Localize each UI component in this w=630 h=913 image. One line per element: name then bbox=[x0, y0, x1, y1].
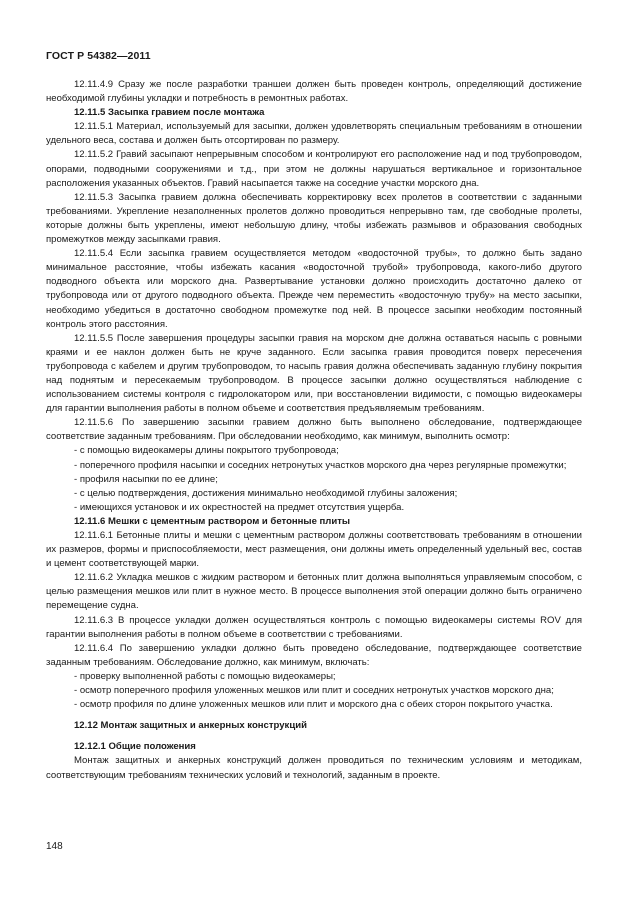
section-heading: 12.12 Монтаж защитных и анкерных конструкций bbox=[74, 720, 307, 732]
document-header: ГОСТ Р 54382—2011 bbox=[46, 50, 151, 62]
paragraph: - поперечного профиля насыпки и соседних нетронутых участков морского дна через регулярные промежутки; bbox=[74, 459, 567, 471]
paragraph: - проверку выполненной работы с помощью видеокамеры; bbox=[74, 670, 336, 682]
paragraph: - с помощью видеокамеры длины покрытого трубопровода; bbox=[74, 445, 339, 457]
paragraph: 12.11.5.2 Гравий засыпают непрерывным способом и контролируют его расположение над и под трубопроводом, опорами, подводными сооружениями и т.д., при этом не должны нарушаться вертикальное и горизонтальное расположения указанных объектов. Гравий насыпается также на соседние участки морского дна. bbox=[46, 149, 582, 189]
paragraph: - имеющихся установок и их окрестностей на предмет отсутствия ущерба. bbox=[74, 501, 405, 513]
paragraph: - осмотр поперечного профиля уложенных мешков или плит и соседних нетронутых участков морского дна; bbox=[74, 685, 554, 697]
paragraph: - осмотр профиля по длине уложенных мешков или плит и морского дна с обеих сторон покрытого участка. bbox=[74, 699, 553, 711]
paragraph: Монтаж защитных и анкерных конструкций должен проводиться по техническим условиям и методикам, соответствующим требованиям технических условий и технологий, заданным в проекте. bbox=[46, 755, 582, 781]
paragraph: 12.11.5.3 Засыпка гравием должна обеспечивать корректировку всех пролетов в соответствии с заданными требованиями. Укрепление незаполненных пролетов должно проводиться непрерывно там, где свободные пролеты, которые должны быть укреплены, имеют небольшую длину, чтобы избежать размывов и образования свободных промежутков между засыпками гравия. bbox=[46, 191, 582, 246]
paragraph: - профиля насыпки по ее длине; bbox=[74, 473, 218, 485]
page-number: 148 bbox=[46, 841, 63, 852]
paragraph: - с целью подтверждения, достижения минимально необходимой глубины заложения; bbox=[74, 487, 458, 499]
paragraph: 12.11.5.5 После завершения процедуры засыпки гравия на морском дне должна оставаться насыпь с ровными краями и ее наклон должен быть не круче заданного. Если засыпка гравия проводится поверх пересечения трубопровода с кабелем и другим трубопроводом, то насыпь гравия должна обеспечивать заданную глубину покрытия над поднятым и пересекаемым трубопроводом. В процессе засыпки должно осуществляться наблюдение с использованием системы контроля с гидролокатором или, при восстановлении видимости, с помощью видеокамеры для гарантии выполнения работы в полном объеме и соответствия предъявляемым требованиям. bbox=[46, 332, 582, 415]
section-heading: 12.11.6 Мешки с цементным раствором и бетонные плиты bbox=[74, 515, 351, 527]
document-body bbox=[46, 78, 582, 783]
paragraph: 12.11.5.4 Если засыпка гравием осуществляется методом «водосточной трубы», то должно быть задано минимальное расстояние, чтобы избежать касания «водосточной трубой» трубопровода, какого-либо другого подводного объекта или морского дна. Развертывание установки должно происходить достаточно далеко от трубопровода или от другого подводного объекта. Прежде чем переместить «водосточную трубу» на место засыпки, необходимо убедиться в достаточно свободном промежутке под ней. В процессе засыпки необходим постоянный контроль этого расстояния. bbox=[46, 248, 582, 330]
section-heading: 12.12.1 Общие положения bbox=[74, 741, 196, 753]
paragraph: 12.11.5.6 По завершению засыпки гравием должно быть выполнено обследование, подтверждающее соответствие заданным требованиям. При обследовании необходимо, как минимум, выполнить осмотр: bbox=[46, 417, 582, 443]
paragraph: 12.11.6.1 Бетонные плиты и мешки с цементным раствором должны соответствовать требованиям в отношении их размеров, формы и приспособляемости, мест размещения, они должны иметь определенный удельный вес, состав и цемент соответствующей марки. bbox=[46, 530, 582, 570]
paragraph: 12.11.6.2 Укладка мешков с жидким раствором и бетонных плит должна выполняться управляемым способом, с целью размещения мешков или плит в нужное место. В процессе выполнения этой операции должно быть ограничено перемещение судна. bbox=[46, 572, 582, 612]
section-heading: 12.11.5 Засыпка гравием после монтажа bbox=[74, 107, 265, 119]
paragraph: 12.11.4.9 Сразу же после разработки траншеи должен быть проведен контроль, определяющий достижение необходимой глубины укладки и потребность в ремонтных работах. bbox=[46, 79, 582, 105]
paragraph: 12.11.6.4 По завершению укладки должно быть проведено обследование, подтверждающее соответствие заданным требованиям. Обследование должно, как минимум, включать: bbox=[46, 642, 582, 668]
paragraph: 12.11.6.3 В процессе укладки должен осуществляться контроль с помощью видеокамеры системы ROV для гарантии выполнения работы в полном объеме в соответствии с требованиями. bbox=[46, 614, 582, 640]
paragraph: 12.11.5.1 Материал, используемый для засыпки, должен удовлетворять специальным требованиям в отношении удельного веса, состава и должен быть отсортирован по размеру. bbox=[46, 121, 582, 147]
